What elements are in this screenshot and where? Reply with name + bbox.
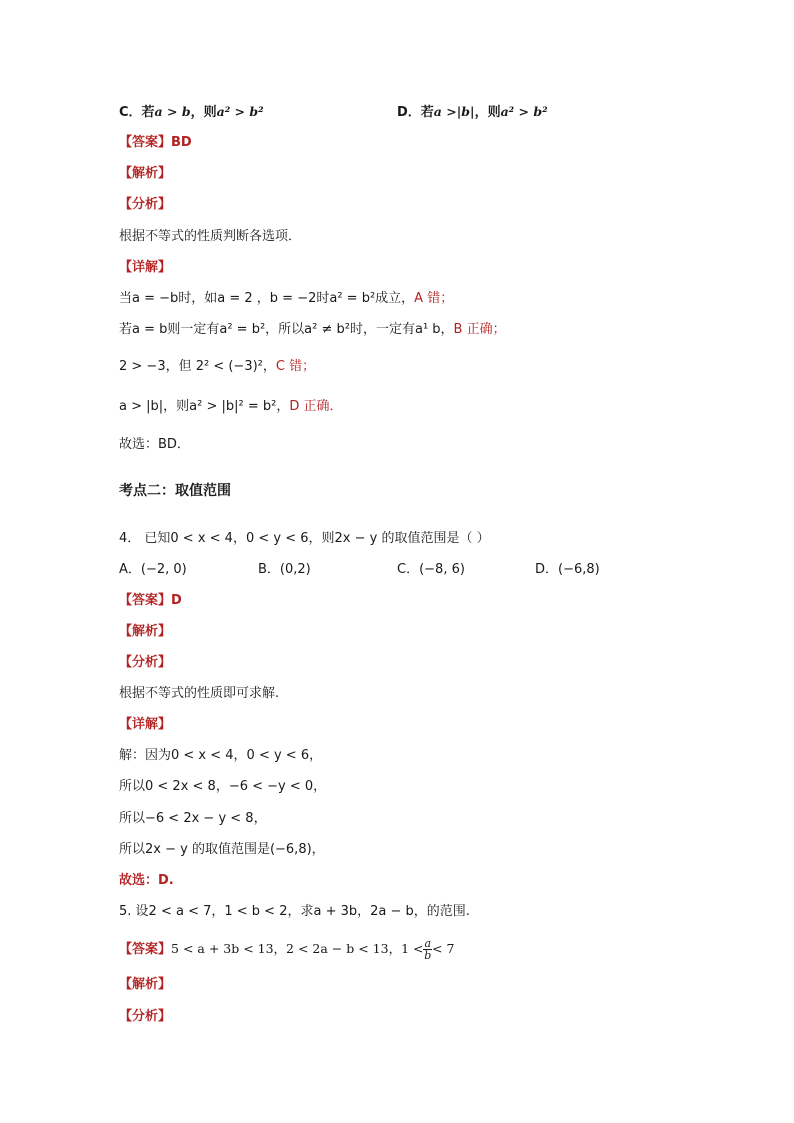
option-d-condition: a >|b|	[433, 104, 475, 119]
q4-step-1: 解：因为0 < x < 4，0 < y < 6，	[119, 748, 323, 763]
q4-fenxi-tag: 【分析】	[119, 655, 172, 670]
detail-mark: B 正确；	[453, 322, 506, 337]
detail-text: 2 > −3，但 2² < (−3)²，	[119, 359, 276, 374]
q3-detail-line-2	[119, 321, 506, 339]
q4-step-3: 所以−6 < 2x − y < 8，	[119, 811, 267, 826]
option-c-condition: a > b	[154, 104, 191, 119]
detail-text: a > |b|，则a² > |b|² = b²，	[119, 399, 290, 414]
answer-part-1: 5 < a + 3b < 13，2 < 2a − b < 13，1 <	[171, 941, 424, 956]
answer-tag: 【答案】	[119, 135, 172, 150]
detail-mark: C 错；	[275, 359, 316, 374]
q4-fenxi-text: 根据不等式的性质即可求解.	[119, 686, 280, 701]
q5-analysis-tag: 【解析】	[119, 977, 172, 992]
q3-fenxi-tag: 【分析】	[119, 197, 172, 212]
detail-mark: D 正确．	[289, 399, 343, 414]
answer-tag: 【答案】	[119, 593, 172, 608]
section-title: 考点二：取值范围	[119, 483, 231, 499]
option-c-then: ，则	[190, 105, 217, 120]
option-c	[119, 103, 264, 122]
q3-conclusion: 故选：BD．	[119, 437, 190, 452]
detail-text: 当a = −b时，如a = 2 ，b = −2时a² = b²成立，	[119, 291, 415, 306]
detail-text: 若a = b则一定有a² = b²，所以a² ≠ b²时，一定有a¹ b，	[119, 322, 454, 337]
fraction-numerator: a	[424, 937, 432, 950]
q4-conclusion: 故选：D.	[119, 873, 174, 888]
q4-option-c: C．(−8, 6)	[397, 562, 465, 577]
q3-detail-line-4	[119, 398, 342, 416]
answer-tag: 【答案】	[119, 942, 172, 957]
q4-option-d: D．(−6,8)	[535, 562, 600, 577]
q5-stem: 5. 设2 < a < 7，1 < b < 2，求a + 3b，2a − b，的范围.	[119, 904, 470, 919]
q4-option-a: A．(−2, 0)	[119, 562, 187, 577]
q4-step-4: 所以2x − y 的取值范围是(−6,8)，	[119, 842, 325, 857]
answer-value: D	[171, 593, 182, 608]
q4-analysis-tag: 【解析】	[119, 624, 172, 639]
option-d-result: a² > b²	[500, 104, 548, 119]
q3-detail-tag: 【详解】	[119, 260, 172, 275]
q4-answer	[119, 592, 182, 610]
option-c-result: a² > b²	[216, 104, 264, 119]
q5-fenxi-tag: 【分析】	[119, 1009, 172, 1024]
option-d-then: ，则	[474, 105, 501, 120]
q5-answer	[119, 938, 454, 961]
q4-stem: 4． 已知0 < x < 4，0 < y < 6，则2x − y 的取值范围是（ ）	[119, 531, 490, 546]
q3-detail-line-3	[119, 358, 315, 376]
q4-detail-tag: 【详解】	[119, 717, 172, 732]
q4-option-b: B．(0,2)	[258, 562, 311, 577]
q3-answer	[119, 134, 192, 152]
q3-detail-line-1	[119, 290, 453, 308]
answer-part-2: < 7	[432, 941, 455, 956]
q3-fenxi-text: 根据不等式的性质判断各选项．	[119, 229, 302, 244]
answer-value: BD	[171, 135, 192, 150]
q4-step-2: 所以0 < 2x < 8，−6 < −y < 0，	[119, 779, 327, 794]
fraction-denominator: b	[424, 949, 432, 962]
fraction-a-over-b	[423, 938, 432, 961]
option-d-label: D．若	[397, 105, 434, 120]
q3-analysis-tag: 【解析】	[119, 166, 172, 181]
option-c-label: C．若	[119, 105, 155, 120]
option-d	[397, 103, 548, 122]
detail-mark: A 错；	[414, 291, 454, 306]
